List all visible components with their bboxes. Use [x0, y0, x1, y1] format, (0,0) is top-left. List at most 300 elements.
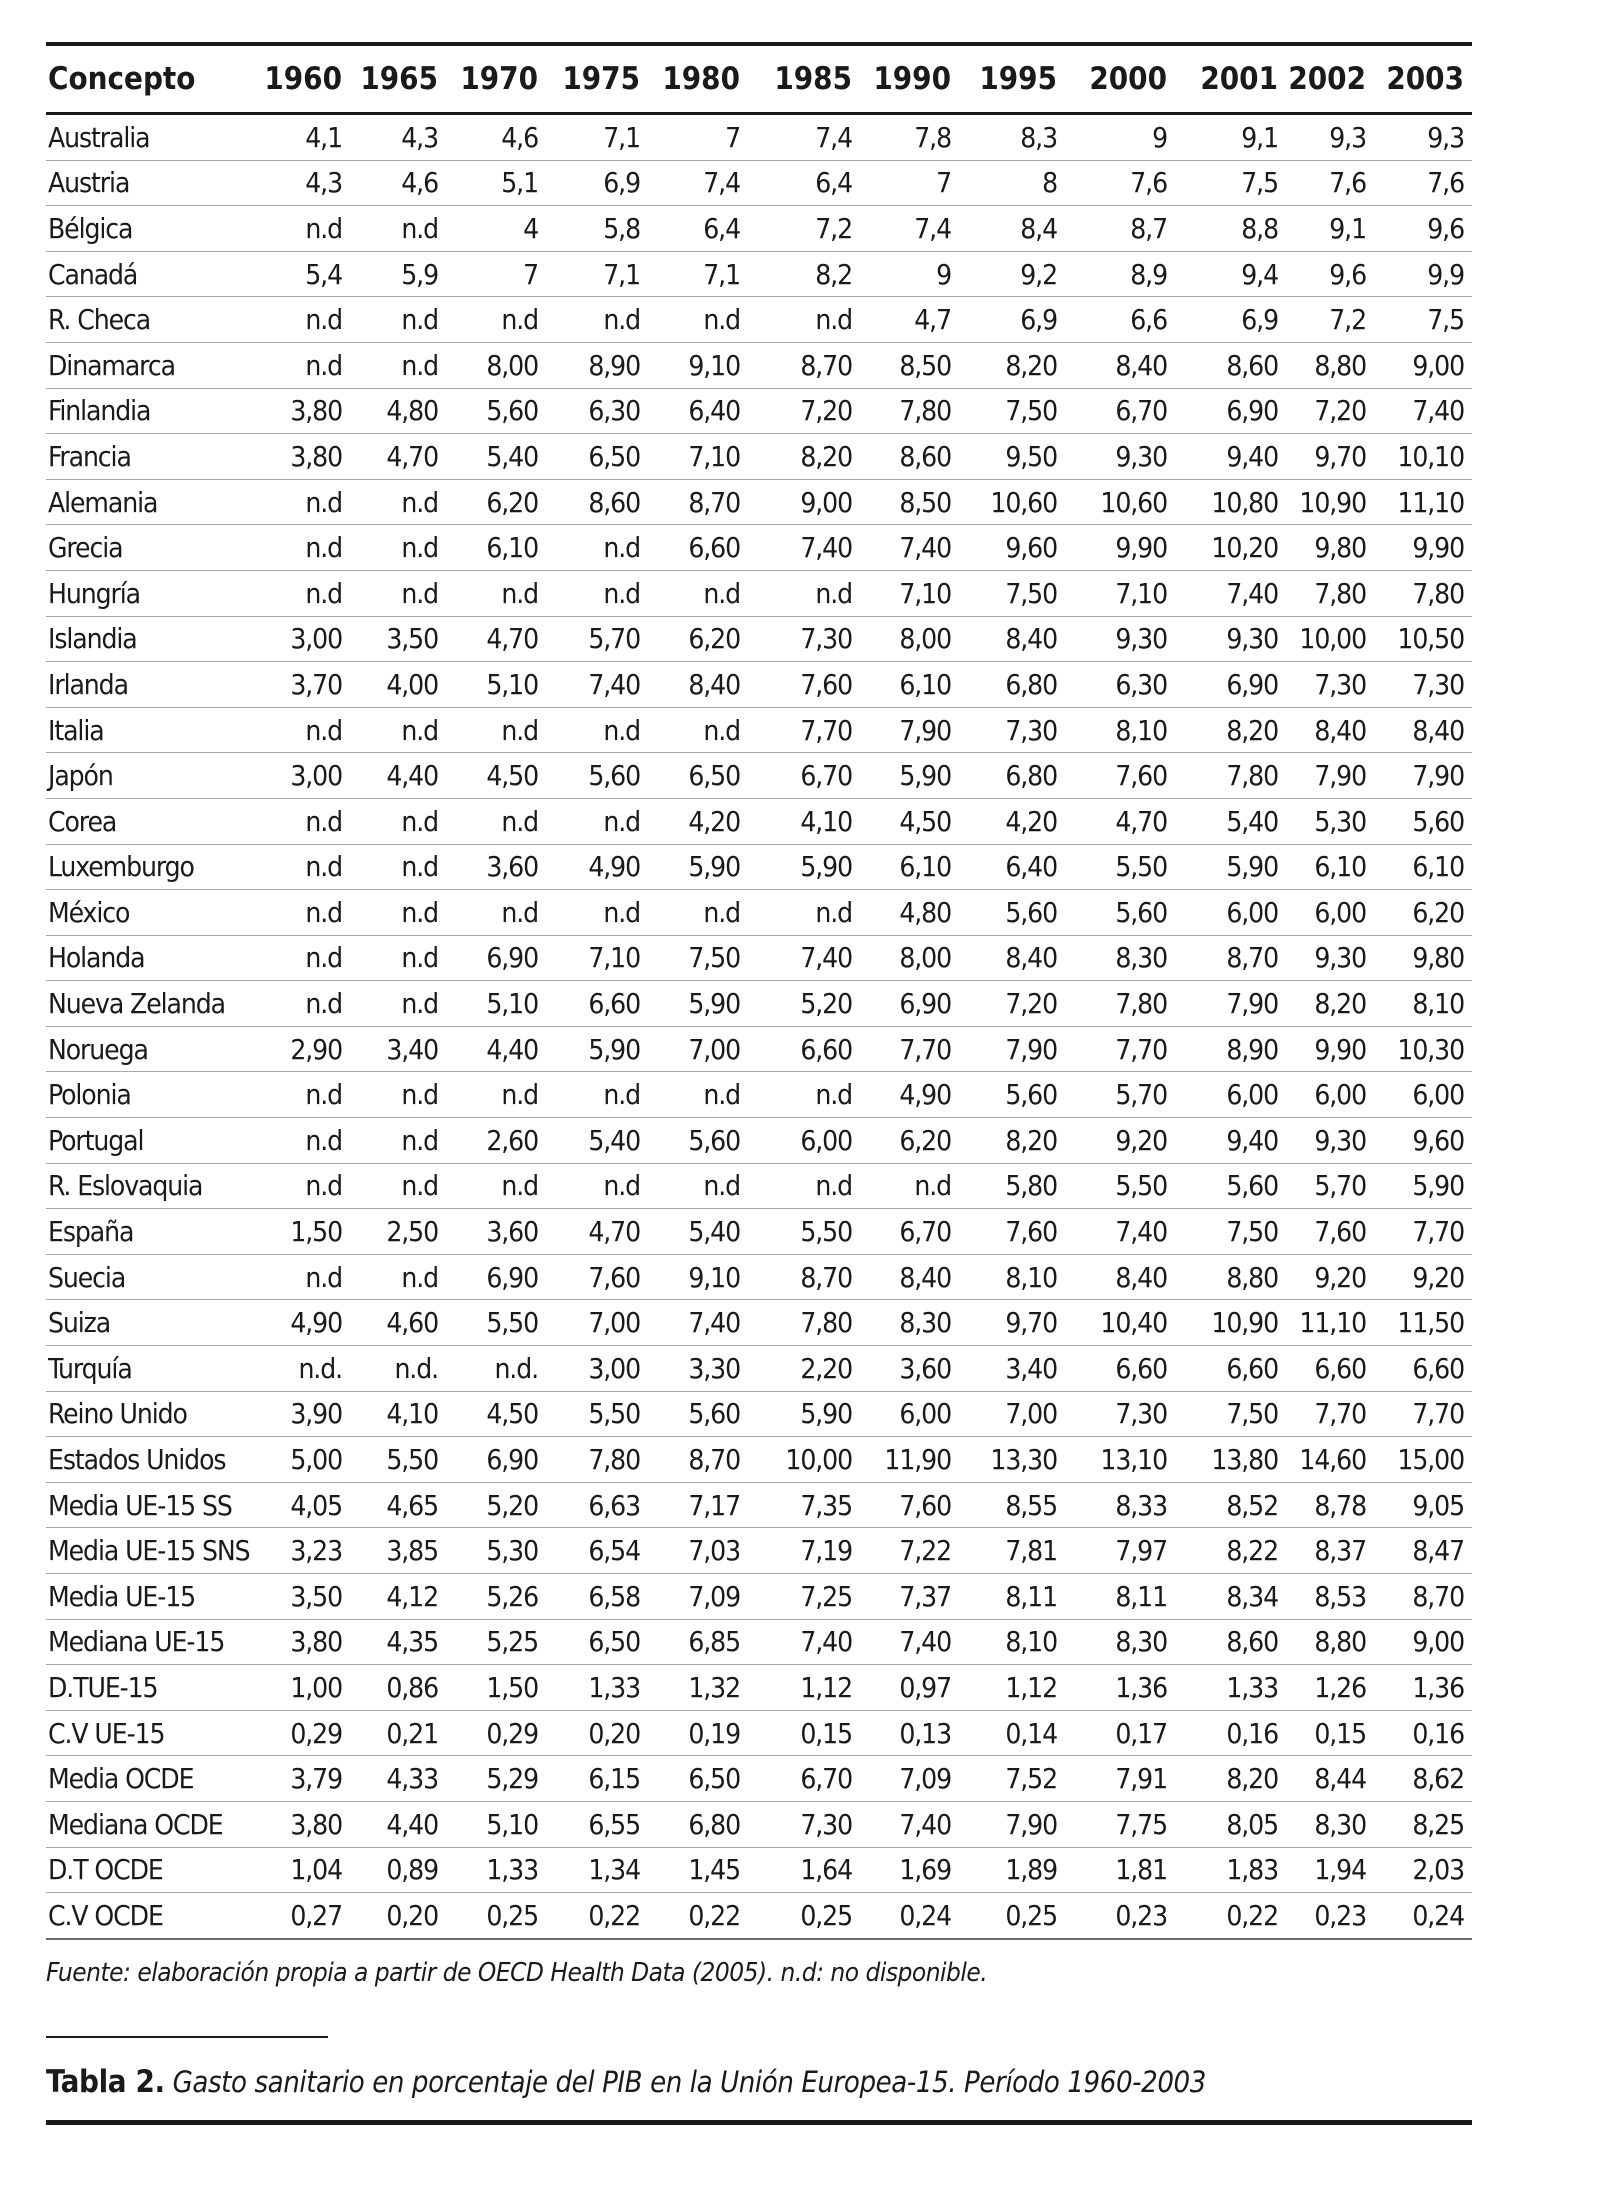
table-cell: 5,90 — [748, 844, 860, 890]
table-cell: 0,25 — [748, 1893, 860, 1939]
table-cell: n.d. — [252, 1346, 350, 1392]
table-cell: 7,60 — [1065, 753, 1175, 799]
table-cell: n.d — [350, 479, 446, 525]
table-cell: n.d — [252, 1072, 350, 1118]
row-label: Australia — [46, 114, 252, 161]
table-cell: 3,50 — [350, 616, 446, 662]
table-cell: 4,33 — [350, 1756, 446, 1802]
table-cell: 7,60 — [860, 1482, 959, 1528]
table-cell: 0,22 — [648, 1893, 748, 1939]
table-cell: 7,50 — [959, 570, 1065, 616]
column-header-year: 1995 — [959, 46, 1065, 114]
table-cell: 8,00 — [860, 935, 959, 981]
table-cell: n.d — [252, 297, 350, 343]
column-header-year: 2002 — [1286, 46, 1374, 114]
table-cell: 0,89 — [350, 1847, 446, 1893]
row-label: México — [46, 890, 252, 936]
table-cell: 6,90 — [446, 1254, 546, 1300]
table-cell: n.d — [546, 890, 648, 936]
table-row — [46, 1118, 1472, 1164]
table-cell: n.d — [252, 1118, 350, 1164]
table-cell: n.d — [350, 890, 446, 936]
table-cell: n.d — [648, 890, 748, 936]
table-cell: 5,60 — [546, 753, 648, 799]
table-cell: 5,50 — [1065, 1163, 1175, 1209]
table-cell: 4,1 — [252, 114, 350, 161]
table-cell: 8,30 — [1286, 1801, 1374, 1847]
table-cell: 9,10 — [648, 342, 748, 388]
table-cell: 1,00 — [252, 1665, 350, 1711]
column-header-year: 1975 — [546, 46, 648, 114]
table-cell: n.d — [252, 479, 350, 525]
table-cell: 7,80 — [1374, 570, 1472, 616]
row-label: R. Checa — [46, 297, 252, 343]
table-cell: 8,47 — [1374, 1528, 1472, 1574]
table-cell: 7,6 — [1374, 160, 1472, 206]
table-cell: 7,90 — [1175, 981, 1286, 1027]
table-cell: 7,20 — [748, 388, 860, 434]
table-cell: 5,26 — [446, 1574, 546, 1620]
table-cell: 6,20 — [1374, 890, 1472, 936]
table-cell: 6,60 — [748, 1026, 860, 1072]
table-row — [46, 570, 1472, 616]
table-row — [46, 1391, 1472, 1437]
table-cell: 7,4 — [860, 206, 959, 252]
table-cell: 0,13 — [860, 1710, 959, 1756]
table-cell: 7,52 — [959, 1756, 1065, 1802]
table-cell: 7,4 — [648, 160, 748, 206]
table-cell: 8,20 — [959, 1118, 1065, 1164]
table-cell: 8,78 — [1286, 1482, 1374, 1528]
table-row — [46, 388, 1472, 434]
table-cell: 9,80 — [1286, 525, 1374, 571]
table-row — [46, 1574, 1472, 1620]
table-cell: 9,90 — [1374, 525, 1472, 571]
table-cell: n.d — [252, 981, 350, 1027]
table-cell: 0,16 — [1374, 1710, 1472, 1756]
column-header-year: 1965 — [350, 46, 446, 114]
table-cell: 9 — [860, 251, 959, 297]
table-cell: 1,34 — [546, 1847, 648, 1893]
table-cell: 0,22 — [1175, 1893, 1286, 1939]
row-label: R. Eslovaquia — [46, 1163, 252, 1209]
table-cell: n.d — [350, 1072, 446, 1118]
table-cell: 6,60 — [1374, 1346, 1472, 1392]
table-cell: 5,80 — [959, 1163, 1065, 1209]
table-cell: 9,30 — [1065, 434, 1175, 480]
table-cell: 6,70 — [748, 1756, 860, 1802]
table-row — [46, 1847, 1472, 1893]
table-cell: 3,23 — [252, 1528, 350, 1574]
table-cell: 6,30 — [546, 388, 648, 434]
table-row — [46, 1254, 1472, 1300]
table-cell: n.d — [446, 798, 546, 844]
table-cell: 0,23 — [1065, 1893, 1175, 1939]
table-cell: 3,60 — [446, 1209, 546, 1255]
table-cell: 5,50 — [546, 1391, 648, 1437]
table-cell: 0,22 — [546, 1893, 648, 1939]
table-cell: 6,00 — [1286, 890, 1374, 936]
table-cell: 1,50 — [252, 1209, 350, 1255]
table-cell: 1,04 — [252, 1847, 350, 1893]
table-row — [46, 844, 1472, 890]
table-cell: 1,36 — [1374, 1665, 1472, 1711]
table-cell: 1,33 — [1175, 1665, 1286, 1711]
table-cell: 4,90 — [860, 1072, 959, 1118]
table-cell: 7,90 — [860, 707, 959, 753]
table-cell: 8 — [959, 160, 1065, 206]
table-cell: 9,40 — [1175, 1118, 1286, 1164]
table-cell: 7,6 — [1286, 160, 1374, 206]
row-label: Portugal — [46, 1118, 252, 1164]
table-cell: 5,30 — [1286, 798, 1374, 844]
table-cell: 3,80 — [252, 1801, 350, 1847]
table-cell: 6,9 — [1175, 297, 1286, 343]
table-cell: 6,60 — [546, 981, 648, 1027]
table-cell: n.d — [546, 1072, 648, 1118]
table-cell: n.d — [350, 981, 446, 1027]
table-cell: 1,89 — [959, 1847, 1065, 1893]
table-cell: 7,70 — [1065, 1026, 1175, 1072]
column-header-year: 2001 — [1175, 46, 1286, 114]
table-cell: 6,20 — [446, 479, 546, 525]
table-cell: 7,40 — [860, 1619, 959, 1665]
row-label: Suecia — [46, 1254, 252, 1300]
table-cell: 8,53 — [1286, 1574, 1374, 1620]
table-cell: 7,2 — [1286, 297, 1374, 343]
row-label: Turquía — [46, 1346, 252, 1392]
table-cell: 0,97 — [860, 1665, 959, 1711]
table-cell: 7,40 — [546, 662, 648, 708]
table-cell: 0,25 — [959, 1893, 1065, 1939]
table-cell: 7,60 — [1286, 1209, 1374, 1255]
table-cell: 3,30 — [648, 1346, 748, 1392]
row-label: Media UE-15 SNS — [46, 1528, 252, 1574]
column-header-concept: Concepto — [46, 46, 252, 114]
table-cell: 4,60 — [350, 1300, 446, 1346]
table-cell: 8,60 — [860, 434, 959, 480]
table-cell: 9,90 — [1065, 525, 1175, 571]
table-cell: 1,12 — [748, 1665, 860, 1711]
table-cell: 7,30 — [748, 1801, 860, 1847]
table-cell: 9,70 — [959, 1300, 1065, 1346]
table-cell: 8,11 — [1065, 1574, 1175, 1620]
table-cell: 4,40 — [446, 1026, 546, 1072]
table-cell: 8,40 — [1374, 707, 1472, 753]
table-cell: 7,50 — [1175, 1391, 1286, 1437]
table-cell: 8,70 — [1374, 1574, 1472, 1620]
table-row — [46, 1300, 1472, 1346]
table-caption — [46, 2064, 1206, 2100]
table-cell: 9,70 — [1286, 434, 1374, 480]
table-cell: 6,50 — [648, 753, 748, 799]
table-cell: 6,70 — [748, 753, 860, 799]
table-cell: 6,00 — [1175, 1072, 1286, 1118]
table-cell: 8,20 — [959, 342, 1065, 388]
row-label: D.T OCDE — [46, 1847, 252, 1893]
table-cell: 6,55 — [546, 1801, 648, 1847]
table-cell: 10,80 — [1175, 479, 1286, 525]
table-cell: 7,6 — [1065, 160, 1175, 206]
table-cell: n.d — [252, 798, 350, 844]
table-cell: 4,7 — [860, 297, 959, 343]
table-cell: 7,90 — [1286, 753, 1374, 799]
table-cell: 4,20 — [648, 798, 748, 844]
table-cell: 3,00 — [252, 616, 350, 662]
table-cell: 6,58 — [546, 1574, 648, 1620]
table-cell: 4,00 — [350, 662, 446, 708]
table-cell: 2,60 — [446, 1118, 546, 1164]
table-cell: 8,7 — [1065, 206, 1175, 252]
table-cell: 6,90 — [1175, 388, 1286, 434]
table-cell: 6,10 — [860, 844, 959, 890]
table-cell: 14,60 — [1286, 1437, 1374, 1483]
table-cell: n.d — [252, 1254, 350, 1300]
table-cell: 7,50 — [648, 935, 748, 981]
table-cell: 5,60 — [446, 388, 546, 434]
table-cell: 9,9 — [1374, 251, 1472, 297]
table-cell: 5,10 — [446, 981, 546, 1027]
table-cell: 3,60 — [446, 844, 546, 890]
table-cell: 4,3 — [252, 160, 350, 206]
table-cell: n.d — [350, 570, 446, 616]
table-cell: 6,50 — [546, 1619, 648, 1665]
table-row — [46, 1528, 1472, 1574]
table-cell: 1,50 — [446, 1665, 546, 1711]
table-cell: 8,60 — [546, 479, 648, 525]
table-cell: 8,4 — [959, 206, 1065, 252]
table-cell: 5,20 — [748, 981, 860, 1027]
table-cell: 4 — [446, 206, 546, 252]
table-cell: 9,4 — [1175, 251, 1286, 297]
table-cell: n.d — [350, 1163, 446, 1209]
table-cell: 4,6 — [350, 160, 446, 206]
table-row — [46, 616, 1472, 662]
table-cell: 8,22 — [1175, 1528, 1286, 1574]
table-cell: 8,10 — [959, 1254, 1065, 1300]
table-cell: 7,91 — [1065, 1756, 1175, 1802]
table-cell: 6,15 — [546, 1756, 648, 1802]
table-cell: 11,90 — [860, 1437, 959, 1483]
table-cell: 8,00 — [446, 342, 546, 388]
table-cell: 4,6 — [446, 114, 546, 161]
table-cell: 7,80 — [860, 388, 959, 434]
table-cell: 6,00 — [1374, 1072, 1472, 1118]
table-cell: 4,80 — [860, 890, 959, 936]
table-cell: 9,1 — [1286, 206, 1374, 252]
table-cell: 3,85 — [350, 1528, 446, 1574]
table-cell: 10,60 — [959, 479, 1065, 525]
table-cell: 7,40 — [748, 1619, 860, 1665]
table-cell: 1,32 — [648, 1665, 748, 1711]
table-cell: 4,80 — [350, 388, 446, 434]
table-cell: 4,70 — [546, 1209, 648, 1255]
table-row — [46, 160, 1472, 206]
table-cell: 7,81 — [959, 1528, 1065, 1574]
table-cell: 4,50 — [860, 798, 959, 844]
table-cell: 8,20 — [1175, 1756, 1286, 1802]
table-cell: 7,70 — [860, 1026, 959, 1072]
table-cell: 6,50 — [648, 1756, 748, 1802]
table-cell: 4,12 — [350, 1574, 446, 1620]
table-cell: 9,20 — [1286, 1254, 1374, 1300]
row-label: Francia — [46, 434, 252, 480]
table-cell: 7,70 — [1374, 1209, 1472, 1255]
table-cell: 7,60 — [959, 1209, 1065, 1255]
row-label: Alemania — [46, 479, 252, 525]
row-label: Corea — [46, 798, 252, 844]
table-cell: 6,50 — [546, 434, 648, 480]
table-cell: 6,9 — [959, 297, 1065, 343]
table-cell: 7,40 — [648, 1300, 748, 1346]
table-cell: 13,80 — [1175, 1437, 1286, 1483]
table-cell: 8,40 — [959, 616, 1065, 662]
table-cell: 0,20 — [546, 1710, 648, 1756]
table-cell: 4,50 — [446, 1391, 546, 1437]
row-label: Austria — [46, 160, 252, 206]
table-cell: 9,30 — [1175, 616, 1286, 662]
table-cell: 7,1 — [648, 251, 748, 297]
table-cell: 8,9 — [1065, 251, 1175, 297]
table-cell: 7,19 — [748, 1528, 860, 1574]
table-cell: 8,40 — [1065, 342, 1175, 388]
table-cell: 8,00 — [860, 616, 959, 662]
table-cell: 5,9 — [350, 251, 446, 297]
table-cell: 7,20 — [1286, 388, 1374, 434]
table-row — [46, 251, 1472, 297]
table-cell: 8,70 — [648, 479, 748, 525]
table-cell: 7,25 — [748, 1574, 860, 1620]
row-label: España — [46, 1209, 252, 1255]
table-cell: 4,40 — [350, 753, 446, 799]
table-cell: 6,85 — [648, 1619, 748, 1665]
table-cell: 9,00 — [748, 479, 860, 525]
table-cell: 8,60 — [1175, 342, 1286, 388]
table-cell: 7,50 — [1175, 1209, 1286, 1255]
table-cell: 8,90 — [1175, 1026, 1286, 1072]
table-cell: 1,64 — [748, 1847, 860, 1893]
table-cell: 7,00 — [959, 1391, 1065, 1437]
table-cell: n.d — [350, 1118, 446, 1164]
table-cell: 5,70 — [1286, 1163, 1374, 1209]
source-note: Fuente: elaboración propia a partir de OECD Health Data (2005). n.d: no disponible. — [46, 1958, 988, 1988]
table-cell: 7,40 — [1175, 570, 1286, 616]
table-cell: 0,27 — [252, 1893, 350, 1939]
table-cell: n.d — [350, 798, 446, 844]
table-cell: 3,60 — [860, 1346, 959, 1392]
table-cell: 8,10 — [1374, 981, 1472, 1027]
table-cell: 2,20 — [748, 1346, 860, 1392]
table-cell: 7,30 — [1286, 662, 1374, 708]
table-cell: n.d — [252, 570, 350, 616]
table-cell: 8,44 — [1286, 1756, 1374, 1802]
table-row — [46, 1665, 1472, 1711]
table-cell: 6,40 — [648, 388, 748, 434]
table-cell: 9,3 — [1374, 114, 1472, 161]
table-cell: 5,90 — [860, 753, 959, 799]
table-cell: 1,36 — [1065, 1665, 1175, 1711]
table-cell: 5,60 — [1065, 890, 1175, 936]
table-cell: 6,63 — [546, 1482, 648, 1528]
table-cell: 3,70 — [252, 662, 350, 708]
table-cell: n.d — [252, 935, 350, 981]
table-cell: 8,11 — [959, 1574, 1065, 1620]
table-cell: 4,40 — [350, 1801, 446, 1847]
table-cell: 7 — [860, 160, 959, 206]
table-row — [46, 1893, 1472, 1939]
row-label: Reino Unido — [46, 1391, 252, 1437]
table-cell: 4,10 — [748, 798, 860, 844]
table-cell: 5,50 — [748, 1209, 860, 1255]
table-cell: 8,3 — [959, 114, 1065, 161]
table-cell: 5,90 — [648, 981, 748, 1027]
table-cell: 8,34 — [1175, 1574, 1286, 1620]
table-cell: n.d — [252, 1163, 350, 1209]
table-cell: 7,75 — [1065, 1801, 1175, 1847]
table-cell: 3,40 — [959, 1346, 1065, 1392]
table-cell: 8,40 — [1065, 1254, 1175, 1300]
table-cell: 7,22 — [860, 1528, 959, 1574]
column-header-year: 1980 — [648, 46, 748, 114]
table-cell: n.d — [350, 342, 446, 388]
table-row — [46, 434, 1472, 480]
table-cell: 6,80 — [959, 662, 1065, 708]
table-cell: 6,40 — [959, 844, 1065, 890]
table-cell: 9,20 — [1065, 1118, 1175, 1164]
table-cell: 7,80 — [1065, 981, 1175, 1027]
table-cell: 9,30 — [1065, 616, 1175, 662]
table-cell: 1,26 — [1286, 1665, 1374, 1711]
table-cell: 6,54 — [546, 1528, 648, 1574]
table-cell: 6,20 — [860, 1118, 959, 1164]
table-cell: 8,70 — [748, 1254, 860, 1300]
table-cell: 6,90 — [860, 981, 959, 1027]
table-cell: 0,29 — [252, 1710, 350, 1756]
row-label: Mediana OCDE — [46, 1801, 252, 1847]
table-cell: 7,10 — [546, 935, 648, 981]
table-cell: 6,90 — [446, 935, 546, 981]
table-cell: 7,90 — [959, 1026, 1065, 1072]
table-cell: 2,03 — [1374, 1847, 1472, 1893]
table-cell: 6,90 — [446, 1437, 546, 1483]
table-cell: n.d — [648, 570, 748, 616]
table-cell: 6,9 — [546, 160, 648, 206]
table-cell: n.d — [350, 707, 446, 753]
table-cell: 5,29 — [446, 1756, 546, 1802]
table-cell: 5,40 — [1175, 798, 1286, 844]
table-cell: 6,6 — [1065, 297, 1175, 343]
row-label: Luxemburgo — [46, 844, 252, 890]
row-label: Hungría — [46, 570, 252, 616]
table-cell: 0,25 — [446, 1893, 546, 1939]
table-cell: 9,60 — [1374, 1118, 1472, 1164]
table-cell: 7,35 — [748, 1482, 860, 1528]
table-cell: 7,1 — [546, 114, 648, 161]
table-cell: 3,80 — [252, 434, 350, 480]
table-cell: 5,25 — [446, 1619, 546, 1665]
table-cell: 6,60 — [1286, 1346, 1374, 1392]
table-cell: 9,05 — [1374, 1482, 1472, 1528]
table-cell: 5,70 — [1065, 1072, 1175, 1118]
table-cell: n.d — [350, 935, 446, 981]
table-cell: 7,40 — [860, 525, 959, 571]
column-header-year: 1990 — [860, 46, 959, 114]
column-header-year: 2000 — [1065, 46, 1175, 114]
table-cell: 9,60 — [959, 525, 1065, 571]
table-row — [46, 342, 1472, 388]
table-cell: 4,50 — [446, 753, 546, 799]
table-cell: 7 — [648, 114, 748, 161]
